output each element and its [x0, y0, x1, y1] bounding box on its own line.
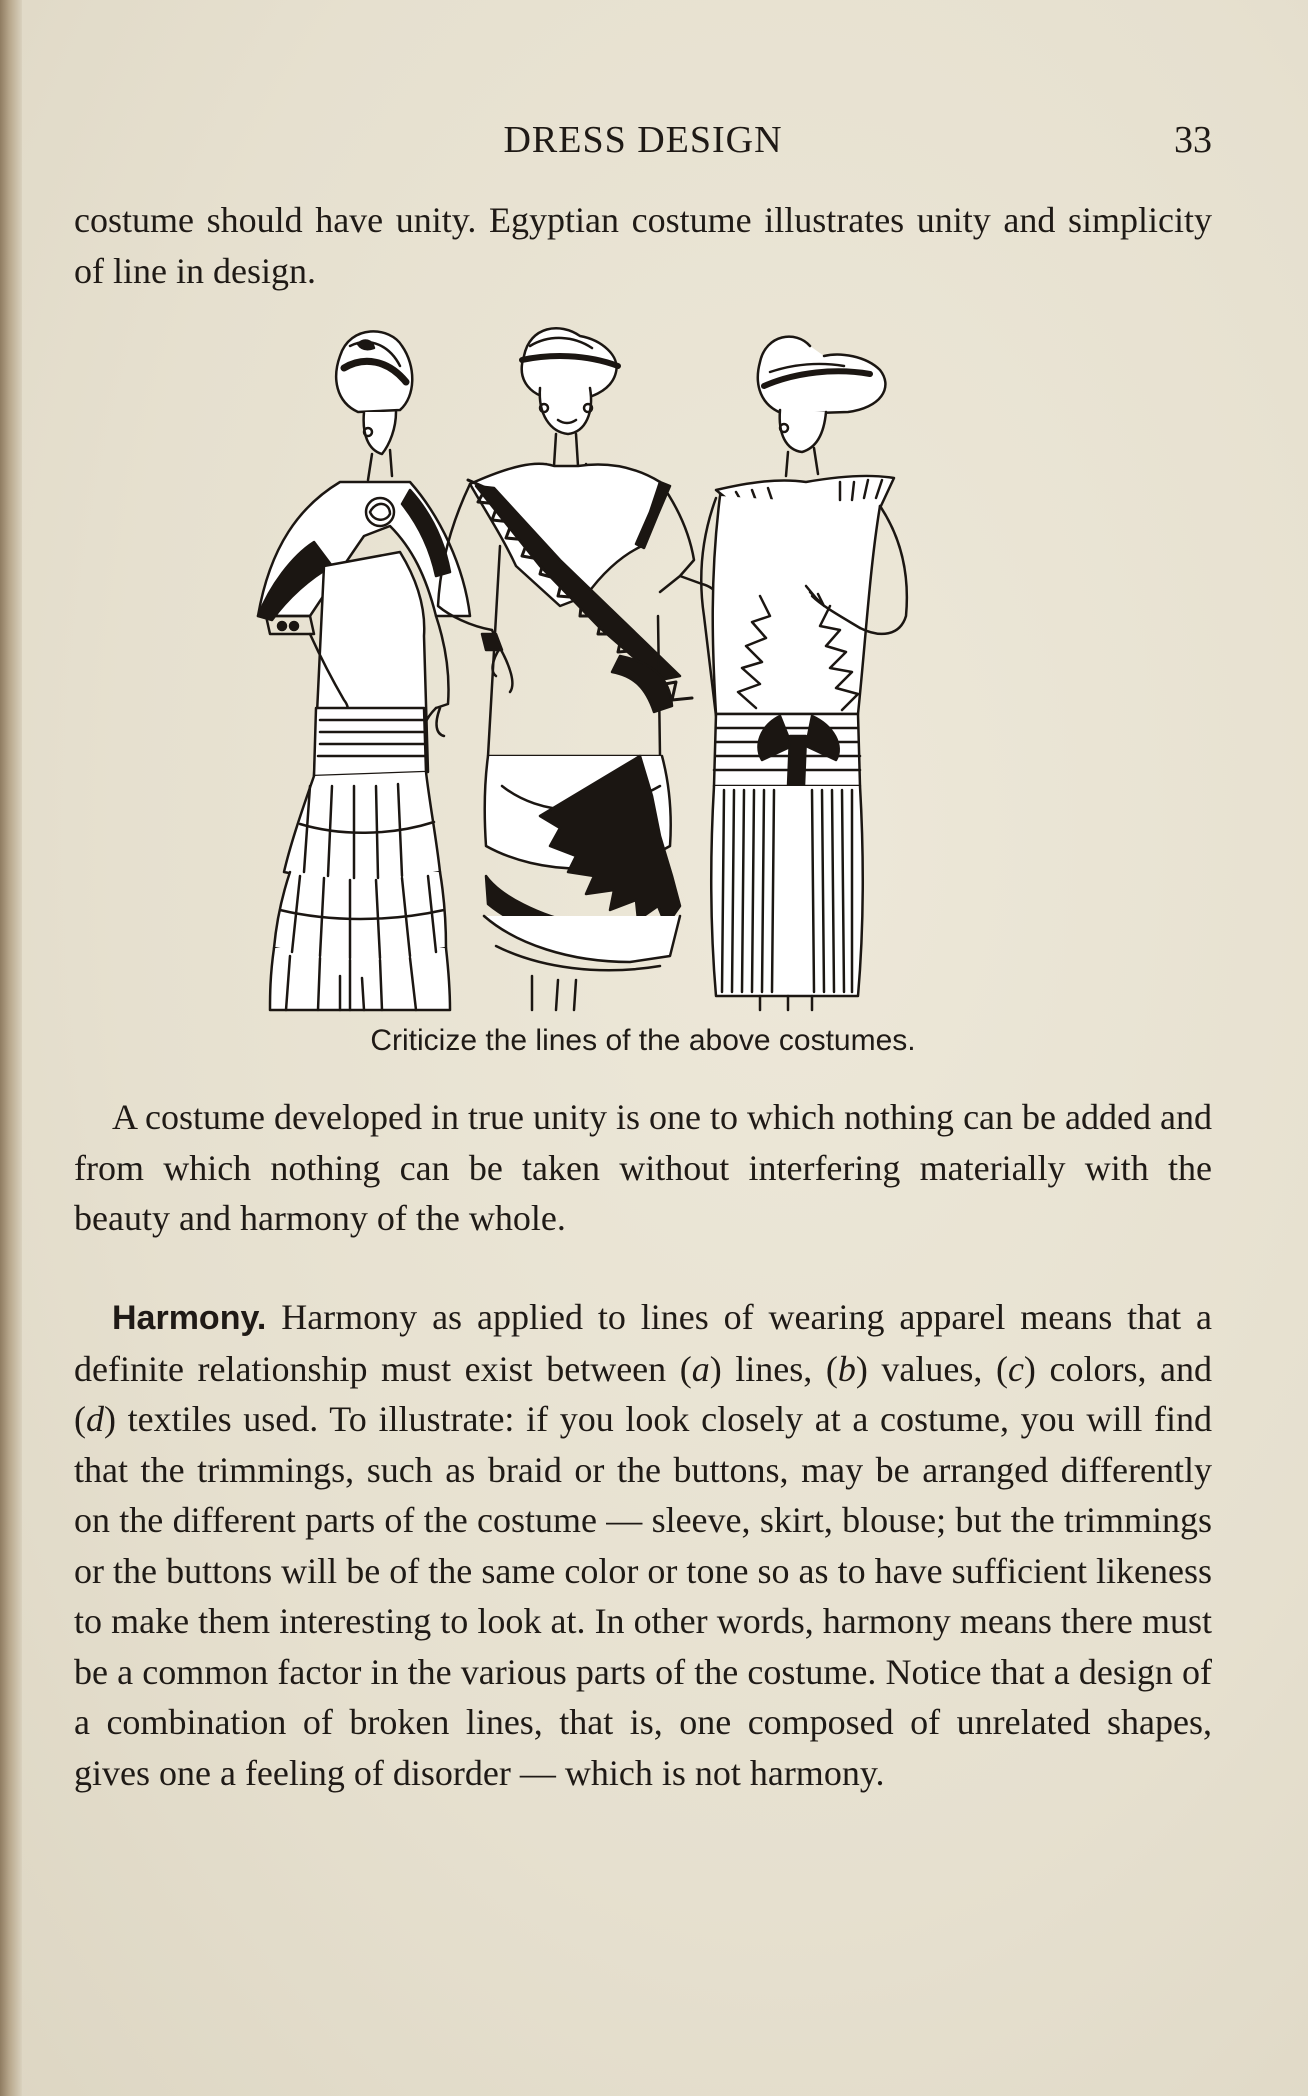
figure-right-costume	[701, 337, 907, 1010]
book-spine-shadow	[0, 0, 22, 2096]
costume-illustration	[240, 316, 1020, 1012]
harmony-heading: Harmony.	[112, 1299, 267, 1337]
harmony-letter-c: c	[1007, 1348, 1024, 1389]
figure-left-costume	[258, 331, 470, 1010]
paragraph-unity-text: A costume developed in true unity is one to which nothing can be added and from which nothing can be taken without interfering materially with the beauty and harmony of the whole.	[74, 1097, 1212, 1238]
running-head	[74, 118, 1212, 168]
intro-text: costume should have unity. Egyptian costume illustrates unity and simplicity of line in design.	[74, 200, 1212, 291]
paragraph-unity	[74, 1092, 1212, 1244]
page-number: 33	[1174, 119, 1212, 161]
harmony-text-5: ) textiles used. To illustrate: if you look closely at a costume, you will find that the trimmings, such as braid or the buttons, may be arranged differently on the different parts of the costume — sleeve, skirt, blouse; but the trimmings or the buttons will be of the same color or tone so as to have sufficient likeness to make them interesting to look at. In other words, harmony means there must be a common factor in the various parts of the costume. Notice that a design of a combination of broken lines, that is, one composed of unrelated shapes, gives one a feeling of disorder — which is not harmony.	[74, 1399, 1212, 1793]
paragraph-harmony	[74, 1292, 1212, 1798]
harmony-letter-a: a	[691, 1348, 710, 1389]
paragraph-harmony-text	[74, 1292, 1212, 1798]
harmony-letter-d: d	[86, 1399, 104, 1439]
harmony-letter-b: b	[837, 1348, 856, 1389]
running-title: DRESS DESIGN	[503, 119, 783, 161]
figure-center-costume	[438, 328, 719, 1010]
harmony-text-4: ) colors, and (	[74, 1348, 1213, 1439]
harmony-text-3: ) values, (	[855, 1348, 1008, 1389]
harmony-text-2: ) lines, (	[709, 1348, 838, 1389]
harmony-text-1: Harmony as applied to lines of wearing apparel means that a definite relationship must exist between (	[74, 1297, 1212, 1389]
intro-paragraph	[74, 195, 1212, 296]
figure-caption: Criticize the lines of the above costumes.	[370, 1024, 916, 1057]
